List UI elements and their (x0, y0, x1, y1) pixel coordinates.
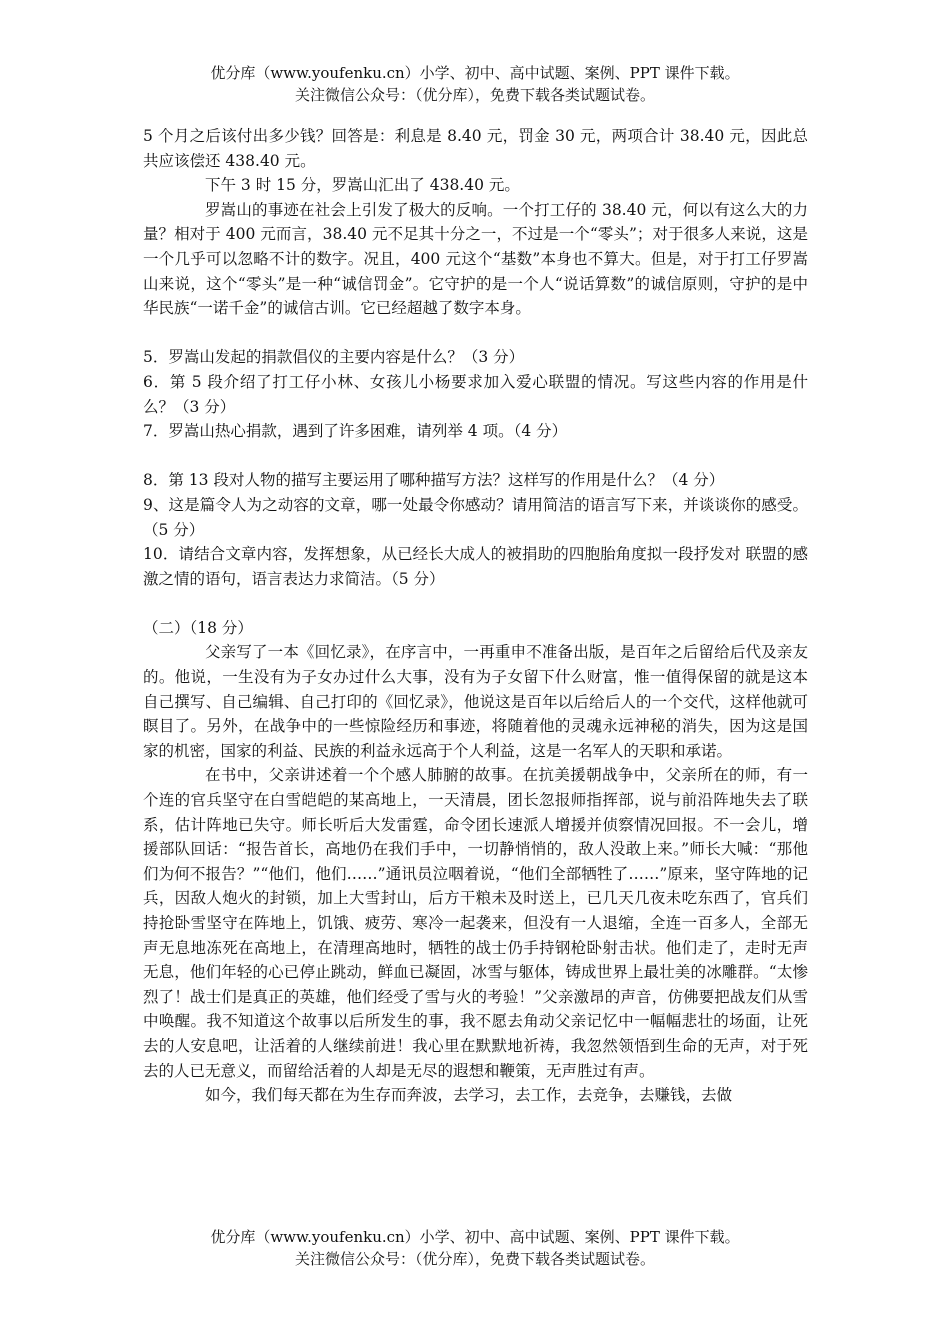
question-6: 6．第 5 段介绍了打工仔小林、女孩儿小杨要求加入爱心联盟的情况。写这些内容的作用是什么？（3 分） (143, 372, 808, 416)
footer-line-2: 关注微信公众号：（优分库），免费下载各类试题试卷。 (294, 1250, 655, 1268)
question-10: 10．请结合文章内容，发挥想象，从已经长大成人的被捐助的四胞胎角度拟一段抒发对 联盟的感激之情的语句，语言表达力求简洁。（5 分） (143, 545, 808, 588)
question-5: 5．罗嵩山发起的捐款倡仪的主要内容是什么？（3 分） (143, 348, 525, 367)
header-line-1: 优分库（www.youfenku.cn）小学、初中、高中试题、案例、PPT 课件下载。 (210, 64, 740, 82)
section2-paragraph-3: 如今，我们每天都在为生存而奔波，去学习，去工作，去竞争，去赚钱，去做 (205, 1086, 733, 1105)
question-7: 7．罗嵩山热心捐款，遇到了许多困难，请列举 4 项。（4 分） (143, 422, 568, 441)
question-9: 9、这是篇令人为之动容的文章，哪一处最令你感动？请用简洁的语言写下来，并谈谈你的感受。（5 分） (143, 495, 808, 539)
page-footer (0, 1226, 950, 1270)
passage1-paragraph-1: 5 个月之后该付出多少钱？回答是：利息是 8.40 元，罚金 30 元，两项合计 38.40 元，因此总共应该偿还 438.40 元。 (143, 127, 808, 170)
page-header (0, 62, 950, 106)
footer-line-1: 优分库（www.youfenku.cn）小学、初中、高中试题、案例、PPT 课件下载。 (210, 1228, 740, 1246)
header-line-2: 关注微信公众号：（优分库），免费下载各类试题试卷。 (294, 86, 655, 104)
spacer (143, 444, 808, 469)
spacer (143, 591, 808, 616)
document-body (143, 124, 808, 1108)
question-8: 8．第 13 段对人物的描写主要运用了哪种描写方法？这样写的作用是什么？（4 分） (143, 471, 725, 490)
spacer (143, 321, 808, 346)
section2-paragraph-1: 父亲写了一本《回忆录》，在序言中，一再重申不准备出版，是百年之后留给后代及亲友的。他说，一生没有为子女办过什么大事，没有为子女留下什么财富，惟一值得保留的就是这本自己撰写、自己编辑、自己打印的《回忆录》，他说这是百年以后给后人的一个交代，这样他就可瞑目了。另外，在战争中的一些惊险经历和事迹，将随着他的灵魂永远神秘的消失，因为这是国家的机密，国家的利益、民族的利益永远高于个人利益，这是一名军人的天职和承诺。 (143, 643, 808, 760)
passage1-paragraph-2: 下午 3 时 15 分，罗嵩山汇出了 438.40 元。 (205, 176, 520, 195)
section2-paragraph-2: 在书中，父亲讲述着一个个感人肺腑的故事。在抗美援朝战争中，父亲所在的师，有一个连的官兵坚守在白雪皑皑的某高地上，一天清晨，团长忽报师指挥部，说与前沿阵地失去了联系，估计阵地已失守。师长听后大发雷霆，命令团长速派人增援并侦察情况回报。不一会儿，增援部队回话：“报告首长，高地仍在我们手中，一切静悄悄的，敌人没敢上来。”师长大喊：“那他们为何不报告？”“他们，他们……”通讯员泣咽着说，“他们全部牺牲了……”原来，坚守阵地的记兵，因敌人炮火的封锁，加上大雪封山，后方干粮未及时送上，已几天几夜未吃东西了，官兵们持抢卧雪坚守在阵地上，饥饿、疲劳、寒冷一起袭来，但没有一人退缩，全连一百多人，全部无声无息地冻死在高地上，在清理高地时，牺牲的战士仍手持钢枪卧射击状。他们走了，走时无声无息，他们年轻的心已停止跳动，鲜血已凝固，冰雪与躯体，铸成世界上最壮美的冰雕群。“太惨烈了！战士们是真正的英雄，他们经受了雪与火的考验！”父亲激昂的声音，仿佛要把战友们从雪中唤醒。我不知道这个故事以后所发生的事，我不愿去角动父亲记忆中一幅幅悲壮的场面，让死去的人安息吧，让活着的人继续前进！我心里在默默地祈祷，我忽然领悟到生命的无声，对于死去的人已无意义，而留给活着的人却是无尽的遐想和鞭策，无声胜过有声。 (143, 766, 808, 1080)
passage1-paragraph-3: 罗嵩山的事迹在社会上引发了极大的反响。一个打工仔的 38.40 元，何以有这么大的力量？相对于 400 元而言，38.40 元不足其十分之一，不过是一个“零头”；对于很多人来说，这是一个几乎可以忽略不计的数字。况且，400 元这个“基数”本身也不算大。但是，对于打工仔罗嵩山来说，这个“零头”是一种“诚信罚金”。它守护的是一个人“说话算数”的诚信原则，守护的是中华民族“一诺千金”的诚信古训。它已经超越了数字本身。 (143, 200, 808, 318)
section2-heading: （二）（18 分） (143, 618, 253, 637)
